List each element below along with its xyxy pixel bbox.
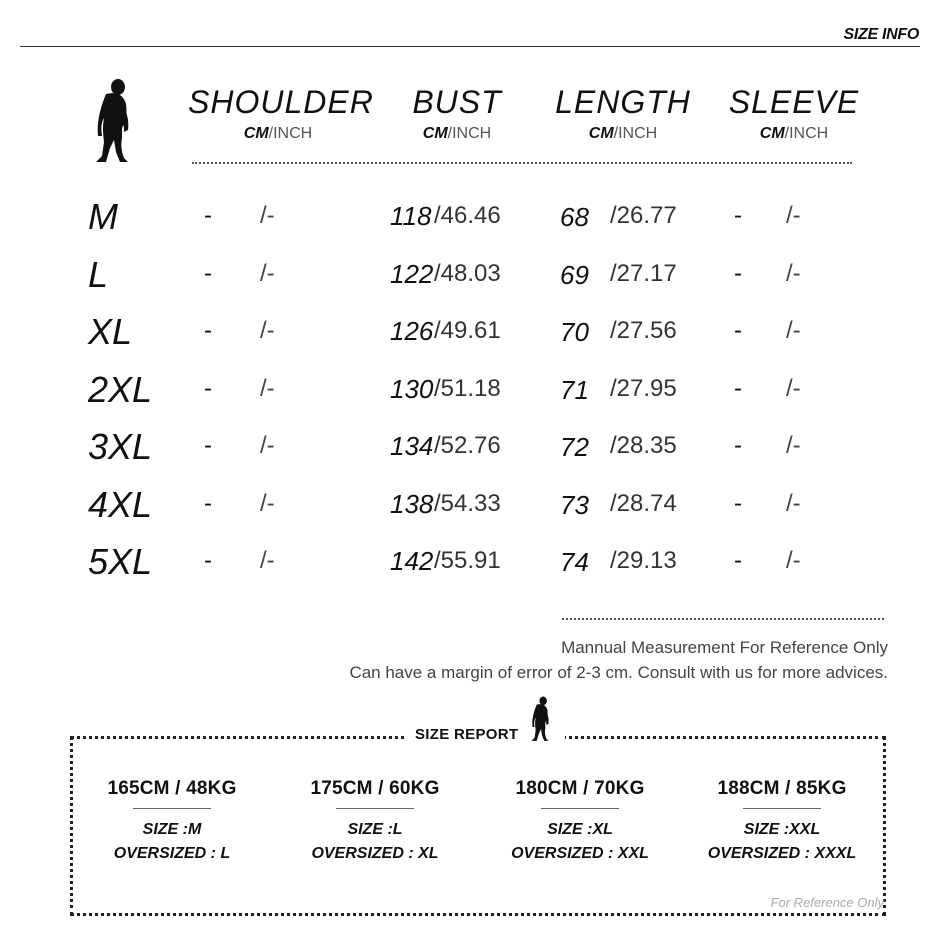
table-row: M - /- 118 /46.46 68 /26.77 - /- [88,196,801,237]
ape-figure-icon [92,78,136,164]
height-weight: 175CM / 60KG [310,778,440,799]
size-report-title: SIZE REPORT [415,726,519,743]
size-label: XL [88,311,133,352]
card-underline [743,808,821,809]
column-header-length: LENGTH CM/INCH [555,84,691,142]
column-header-bust: BUST CM/INCH [412,84,502,142]
height-weight: 180CM / 70KG [515,778,645,799]
table-row: L - /- 122 /48.03 69 /27.17 - /- [88,254,801,295]
table-row: 2XL - /- 130 /51.18 71 /27.95 - /- [88,369,801,410]
header-dotted-divider [192,162,852,164]
size-label: M [88,196,118,237]
height-weight: 165CM / 48KG [107,778,237,799]
card-underline [336,808,414,809]
table-row: 5XL - /- 142 /55.91 74 /29.13 - /- [88,541,801,582]
oversized-size: OVERSIZED : XXXL [707,845,857,862]
size-label: L [88,254,109,295]
size-report-card [697,778,867,863]
margin-note: Can have a margin of error of 2-3 cm. Consult with us for more advices. [349,663,888,682]
size-info-title: SIZE INFO [843,26,919,43]
size-label: 5XL [88,541,153,582]
height-weight: 188CM / 85KG [717,778,847,799]
size-report-header [405,690,565,746]
table-row: 4XL - /- 138 /54.33 73 /28.74 - /- [88,484,801,525]
recommended-size: SIZE :L [347,821,403,838]
recommended-size: SIZE :XXL [743,821,821,838]
size-report-card [290,778,460,863]
oversized-size: OVERSIZED : L [113,845,231,862]
oversized-size: OVERSIZED : XXL [511,845,649,862]
size-report-card [495,778,665,863]
size-label: 3XL [88,426,153,467]
header-divider [20,46,920,47]
card-underline [133,808,211,809]
size-label: 2XL [88,369,153,410]
card-underline [541,808,619,809]
notes-dotted-divider [562,618,884,620]
ape-figure-icon [529,696,553,742]
recommended-size: SIZE :XL [547,821,613,838]
table-row: 3XL - /- 134 /52.76 72 /28.35 - /- [88,426,801,467]
measurement-note: Mannual Measurement For Reference Only [561,638,888,657]
recommended-size: SIZE :M [142,821,202,838]
table-row: XL - /- 126 /49.61 70 /27.56 - /- [88,311,801,352]
size-report-card [87,778,257,863]
column-header-sleeve: SLEEVE CM/INCH [728,84,860,142]
oversized-size: OVERSIZED : XL [311,845,439,862]
size-label: 4XL [88,484,153,525]
reference-footnote: For Reference Only [770,895,884,910]
column-header-shoulder: SHOULDER CM/INCH [188,84,374,142]
